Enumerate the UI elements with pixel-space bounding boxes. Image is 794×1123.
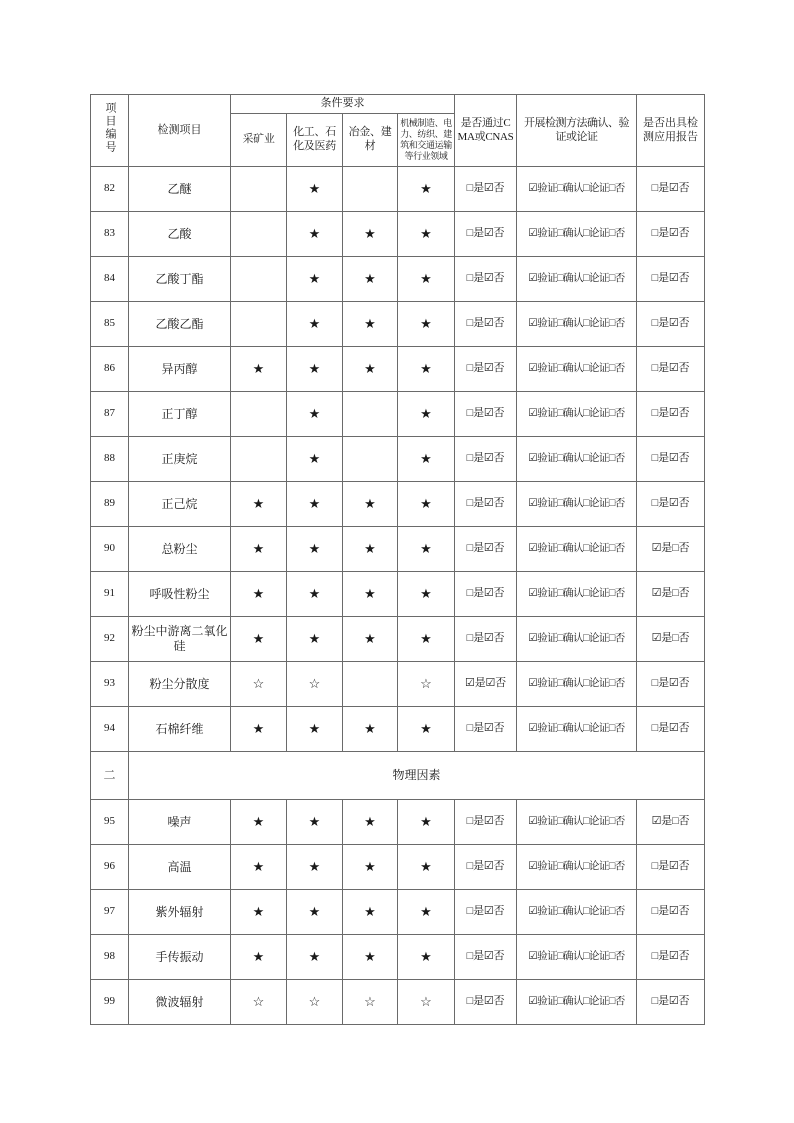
report-status: ☑是□否 (637, 572, 705, 617)
star-mining: ★ (231, 527, 287, 572)
table-row (91, 662, 705, 707)
table-row (91, 935, 705, 980)
item-name: 乙酸 (129, 212, 231, 257)
section-row (91, 752, 705, 800)
header-item-number (91, 95, 129, 167)
star-metallurgy (343, 662, 398, 707)
item-number: 91 (91, 572, 129, 617)
star-mining: ★ (231, 617, 287, 662)
method-status: ☑验证□确认□论证□否 (517, 617, 637, 662)
report-status: □是☑否 (637, 980, 705, 1025)
star-chemical: ★ (287, 212, 343, 257)
star-machinery: ★ (398, 392, 455, 437)
star-machinery: ★ (398, 347, 455, 392)
item-number: 97 (91, 890, 129, 935)
report-status: □是☑否 (637, 302, 705, 347)
item-name: 微波辐射 (129, 980, 231, 1025)
star-mining (231, 212, 287, 257)
item-name: 异丙醇 (129, 347, 231, 392)
method-status: ☑验证□确认□论证□否 (517, 347, 637, 392)
item-number: 87 (91, 392, 129, 437)
item-number: 88 (91, 437, 129, 482)
table-row (91, 707, 705, 752)
star-chemical: ★ (287, 935, 343, 980)
star-metallurgy (343, 167, 398, 212)
method-status: ☑验证□确认□论证□否 (517, 437, 637, 482)
star-chemical: ★ (287, 527, 343, 572)
star-machinery: ★ (398, 845, 455, 890)
header-item-number-label: 项目编号 (104, 102, 116, 155)
star-mining (231, 167, 287, 212)
table-row (91, 212, 705, 257)
star-mining (231, 302, 287, 347)
report-status: □是☑否 (637, 437, 705, 482)
star-metallurgy: ★ (343, 257, 398, 302)
cma-status: □是☑否 (455, 167, 517, 212)
star-machinery: ★ (398, 527, 455, 572)
cma-status: □是☑否 (455, 347, 517, 392)
star-machinery: ★ (398, 302, 455, 347)
item-number: 86 (91, 347, 129, 392)
cma-status: □是☑否 (455, 392, 517, 437)
star-chemical: ★ (287, 890, 343, 935)
star-chemical: ☆ (287, 662, 343, 707)
star-chemical: ★ (287, 707, 343, 752)
star-metallurgy (343, 392, 398, 437)
cma-status: □是☑否 (455, 482, 517, 527)
report-status: ☑是□否 (637, 527, 705, 572)
star-metallurgy: ★ (343, 890, 398, 935)
star-machinery: ☆ (398, 980, 455, 1025)
star-machinery: ★ (398, 935, 455, 980)
star-mining: ★ (231, 800, 287, 845)
method-status: ☑验证□确认□论证□否 (517, 935, 637, 980)
star-mining (231, 437, 287, 482)
header-application-report: 是否出具检测应用报告 (637, 95, 705, 167)
item-number: 90 (91, 527, 129, 572)
star-chemical: ★ (287, 572, 343, 617)
star-mining: ★ (231, 935, 287, 980)
report-status: □是☑否 (637, 167, 705, 212)
item-name: 呼吸性粉尘 (129, 572, 231, 617)
header-cma-cnas: 是否通过CMA或CNAS (455, 95, 517, 167)
method-status: ☑验证□确认□论证□否 (517, 302, 637, 347)
header-method-confirmation: 开展检测方法确认、验证或论证 (517, 95, 637, 167)
inspection-items-table (90, 94, 705, 1025)
header-industry-mining: 采矿业 (231, 114, 287, 167)
star-metallurgy: ★ (343, 845, 398, 890)
item-number: 83 (91, 212, 129, 257)
star-metallurgy: ★ (343, 572, 398, 617)
item-number: 85 (91, 302, 129, 347)
item-number: 92 (91, 617, 129, 662)
star-machinery: ★ (398, 437, 455, 482)
cma-status: □是☑否 (455, 980, 517, 1025)
method-status: ☑验证□确认□论证□否 (517, 482, 637, 527)
star-chemical: ★ (287, 347, 343, 392)
cma-status: □是☑否 (455, 800, 517, 845)
report-status: □是☑否 (637, 257, 705, 302)
item-number: 96 (91, 845, 129, 890)
method-status: ☑验证□确认□论证□否 (517, 257, 637, 302)
report-status: □是☑否 (637, 347, 705, 392)
report-status: □是☑否 (637, 890, 705, 935)
star-chemical: ★ (287, 302, 343, 347)
table-row (91, 527, 705, 572)
star-metallurgy: ★ (343, 707, 398, 752)
method-status: ☑验证□确认□论证□否 (517, 527, 637, 572)
table-row (91, 257, 705, 302)
item-number: 98 (91, 935, 129, 980)
cma-status: □是☑否 (455, 527, 517, 572)
header-industry-machinery: 机械制造、电力、纺织、建筑和交通运输等行业领域 (398, 114, 455, 167)
table-row (91, 482, 705, 527)
table-body (91, 167, 705, 1025)
report-status: □是☑否 (637, 845, 705, 890)
table-row (91, 800, 705, 845)
cma-status: □是☑否 (455, 437, 517, 482)
report-status: □是☑否 (637, 212, 705, 257)
report-status: □是☑否 (637, 935, 705, 980)
star-metallurgy: ★ (343, 212, 398, 257)
section-title: 物理因素 (129, 752, 705, 800)
star-metallurgy: ★ (343, 302, 398, 347)
star-machinery: ★ (398, 482, 455, 527)
star-machinery: ☆ (398, 662, 455, 707)
star-metallurgy: ★ (343, 617, 398, 662)
star-chemical: ★ (287, 482, 343, 527)
star-chemical: ★ (287, 845, 343, 890)
method-status: ☑验证□确认□论证□否 (517, 212, 637, 257)
table-row (91, 437, 705, 482)
star-metallurgy: ★ (343, 935, 398, 980)
star-metallurgy: ★ (343, 347, 398, 392)
star-machinery: ★ (398, 212, 455, 257)
report-status: □是☑否 (637, 392, 705, 437)
star-metallurgy: ★ (343, 527, 398, 572)
method-status: ☑验证□确认□论证□否 (517, 167, 637, 212)
method-status: ☑验证□确认□论证□否 (517, 707, 637, 752)
table-row (91, 572, 705, 617)
table-row (91, 167, 705, 212)
star-chemical: ★ (287, 392, 343, 437)
section-number: 二 (91, 752, 129, 800)
cma-status: □是☑否 (455, 302, 517, 347)
cma-status: □是☑否 (455, 707, 517, 752)
table-row (91, 845, 705, 890)
item-name: 紫外辐射 (129, 890, 231, 935)
method-status: ☑验证□确认□论证□否 (517, 980, 637, 1025)
star-mining: ★ (231, 845, 287, 890)
header-condition-requirements: 条件要求 (231, 95, 455, 114)
item-name: 高温 (129, 845, 231, 890)
header-industry-chemical: 化工、石化及医药 (287, 114, 343, 167)
method-status: ☑验证□确认□论证□否 (517, 572, 637, 617)
star-metallurgy: ☆ (343, 980, 398, 1025)
item-name: 乙酸乙酯 (129, 302, 231, 347)
method-status: ☑验证□确认□论证□否 (517, 845, 637, 890)
star-mining: ★ (231, 890, 287, 935)
cma-status: □是☑否 (455, 935, 517, 980)
cma-status: □是☑否 (455, 212, 517, 257)
star-machinery: ★ (398, 707, 455, 752)
star-machinery: ★ (398, 572, 455, 617)
star-metallurgy: ★ (343, 800, 398, 845)
star-chemical: ☆ (287, 980, 343, 1025)
item-number: 93 (91, 662, 129, 707)
item-name: 正己烷 (129, 482, 231, 527)
star-mining: ★ (231, 572, 287, 617)
star-mining: ★ (231, 482, 287, 527)
cma-status: ☑是☑否 (455, 662, 517, 707)
item-number: 94 (91, 707, 129, 752)
report-status: ☑是□否 (637, 800, 705, 845)
item-name: 乙酸丁酯 (129, 257, 231, 302)
method-status: ☑验证□确认□论证□否 (517, 662, 637, 707)
star-metallurgy: ★ (343, 482, 398, 527)
item-number: 84 (91, 257, 129, 302)
report-status: □是☑否 (637, 662, 705, 707)
star-machinery: ★ (398, 800, 455, 845)
item-name: 正庚烷 (129, 437, 231, 482)
star-machinery: ★ (398, 617, 455, 662)
star-machinery: ★ (398, 257, 455, 302)
cma-status: □是☑否 (455, 617, 517, 662)
method-status: ☑验证□确认□论证□否 (517, 800, 637, 845)
report-status: □是☑否 (637, 482, 705, 527)
table-row (91, 302, 705, 347)
method-status: ☑验证□确认□论证□否 (517, 890, 637, 935)
table-row (91, 392, 705, 437)
cma-status: □是☑否 (455, 890, 517, 935)
item-name: 总粉尘 (129, 527, 231, 572)
star-mining (231, 257, 287, 302)
item-name: 乙醚 (129, 167, 231, 212)
header-item-name: 检测项目 (129, 95, 231, 167)
item-name: 粉尘中游离二氧化硅 (129, 617, 231, 662)
item-name: 手传振动 (129, 935, 231, 980)
star-chemical: ★ (287, 800, 343, 845)
item-name: 噪声 (129, 800, 231, 845)
table-header (91, 95, 705, 167)
item-number: 89 (91, 482, 129, 527)
report-status: ☑是□否 (637, 617, 705, 662)
item-name: 正丁醇 (129, 392, 231, 437)
header-industry-metallurgy: 冶金、建材 (343, 114, 398, 167)
star-metallurgy (343, 437, 398, 482)
star-machinery: ★ (398, 890, 455, 935)
star-chemical: ★ (287, 617, 343, 662)
table-row (91, 980, 705, 1025)
star-mining (231, 392, 287, 437)
star-machinery: ★ (398, 167, 455, 212)
table-row (91, 617, 705, 662)
method-status: ☑验证□确认□论证□否 (517, 392, 637, 437)
star-mining: ★ (231, 707, 287, 752)
item-name: 石棉纤维 (129, 707, 231, 752)
star-mining: ★ (231, 347, 287, 392)
item-number: 95 (91, 800, 129, 845)
item-number: 99 (91, 980, 129, 1025)
cma-status: □是☑否 (455, 257, 517, 302)
star-chemical: ★ (287, 167, 343, 212)
star-chemical: ★ (287, 257, 343, 302)
star-chemical: ★ (287, 437, 343, 482)
report-status: □是☑否 (637, 707, 705, 752)
star-mining: ☆ (231, 662, 287, 707)
cma-status: □是☑否 (455, 572, 517, 617)
star-mining: ☆ (231, 980, 287, 1025)
item-number: 82 (91, 167, 129, 212)
item-name: 粉尘分散度 (129, 662, 231, 707)
cma-status: □是☑否 (455, 845, 517, 890)
table-row (91, 890, 705, 935)
table-row (91, 347, 705, 392)
